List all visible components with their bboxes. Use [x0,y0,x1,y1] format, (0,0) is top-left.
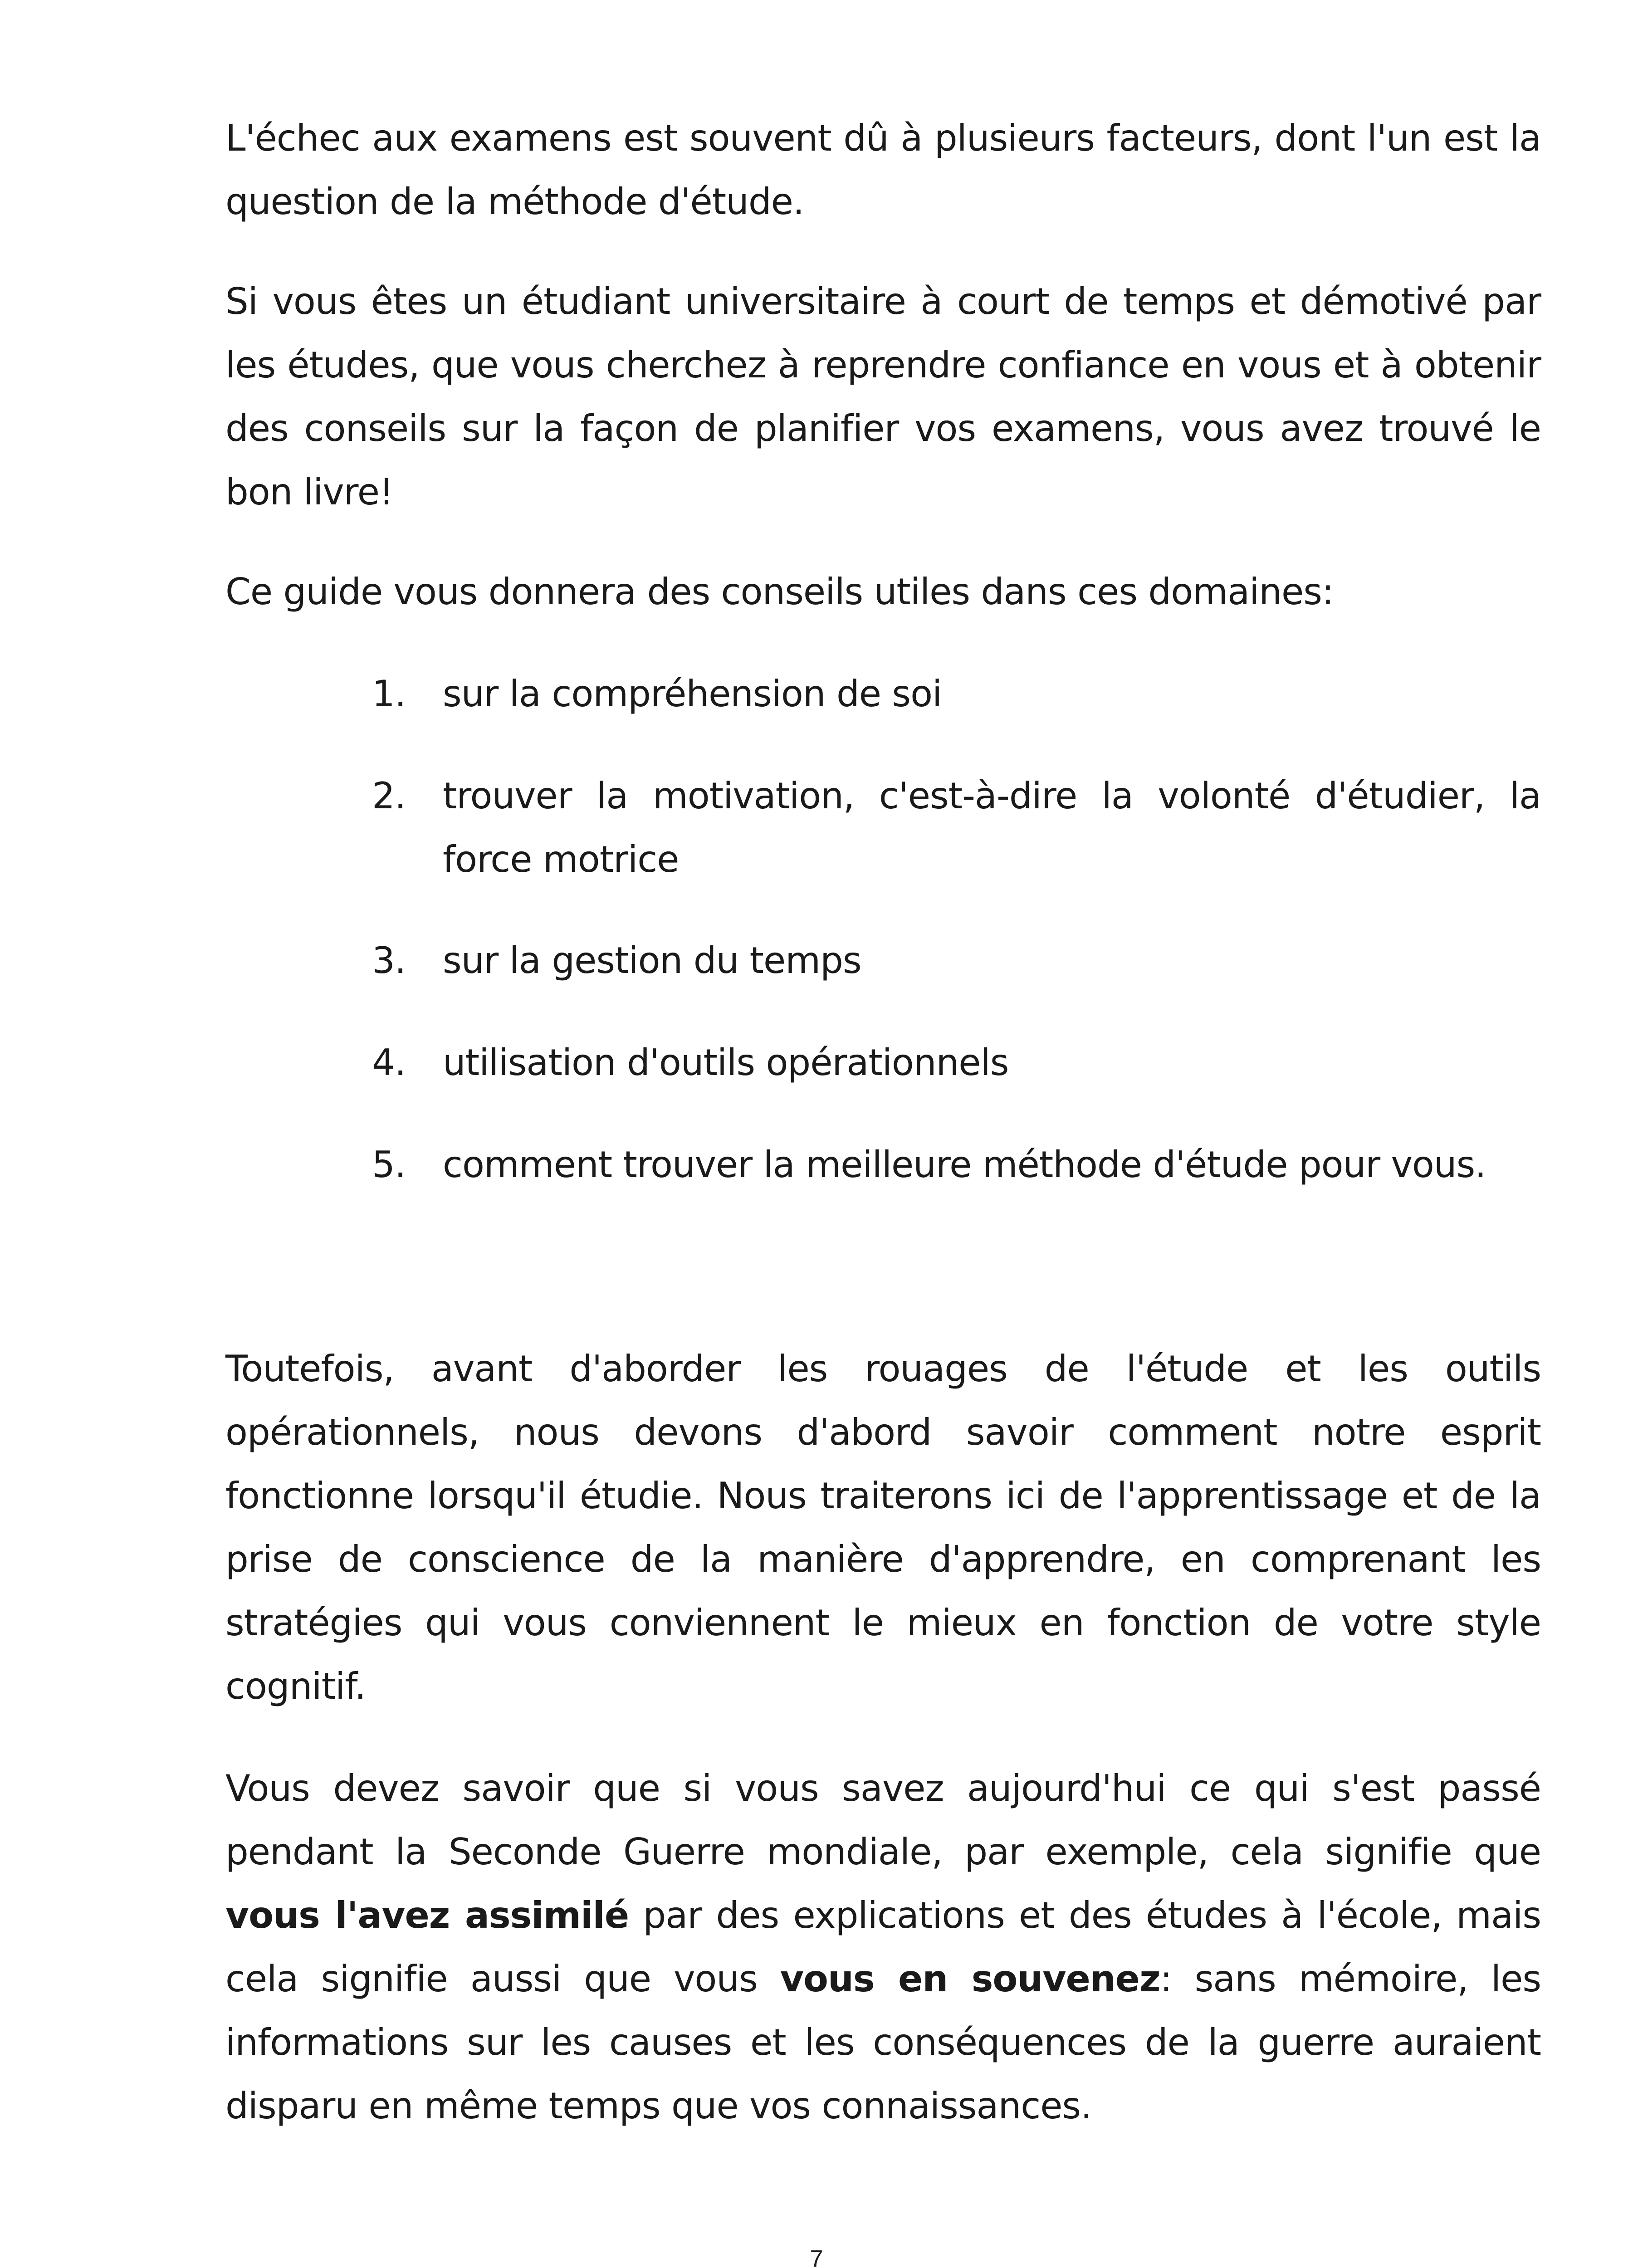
list-number: 1. [372,673,406,715]
memory-text-part3: : sans mémoire, les informations sur les causes et les conséquences de la guerre auraient disparu en même temps que vos connaissances. [225,1958,1541,2127]
list-number: 3. [372,939,406,982]
list-text: utilisation d'outils opérationnels [443,1041,1009,1084]
list-item [372,662,1541,726]
paragraph-memory-example [225,1757,1541,2138]
paragraph-exam-failure: L'échec aux examens est souvent dû à plusieurs facteurs, dont l'un est la question de la méthode d'étude. [225,117,1541,223]
list-text: trouver la motivation, c'est-à-dire la volonté d'étudier, la force motrice [443,775,1541,880]
list-item [372,1133,1541,1197]
memory-text-part1: Vous devez savoir que si vous savez aujourd'hui ce qui s'est passé pendant la Seconde Guerre mondiale, par exemple, cela signifie que [225,1767,1541,1873]
list-number: 4. [372,1041,406,1084]
memory-bold-remember: vous en souvenez [780,1958,1160,2000]
list-item [372,929,1541,992]
list-item [372,764,1541,891]
memory-text-part2: par des explications et des études à l'école, mais cela signifie aussi que vous [225,1894,1541,2000]
list-text: comment trouver la meilleure méthode d'étude pour vous. [443,1144,1486,1186]
memory-bold-assimilated: vous l'avez assimilé [225,1894,629,1936]
page-number: 7 [810,2246,823,2268]
list-text: sur la compréhension de soi [443,673,942,715]
paragraph-guide-intro: Ce guide vous donnera des conseils utiles dans ces domaines: [225,571,1334,613]
paragraph-how-mind-works: Toutefois, avant d'aborder les rouages de l'étude et les outils opérationnels, nous devons d'abord savoir comment notre esprit fonctionne lorsqu'il étudie. Nous traiterons ici de l'apprentissage et de la prise de conscience de la manière d'apprendre, en comprenant les stratégies qui vous conviennent le mieux en fonction de votre style cognitif. [225,1348,1541,1707]
list-number: 2. [372,775,406,817]
list-number: 5. [372,1144,406,1186]
list-text: sur la gestion du temps [443,939,861,982]
list-item [372,1031,1541,1095]
paragraph-target-reader: Si vous êtes un étudiant universitaire à court de temps et démotivé par les études, que vous cherchez à reprendre confiance en vous et à obtenir des conseils sur la façon de planifier vos examens, vous avez trouvé le bon livre! [225,280,1541,513]
